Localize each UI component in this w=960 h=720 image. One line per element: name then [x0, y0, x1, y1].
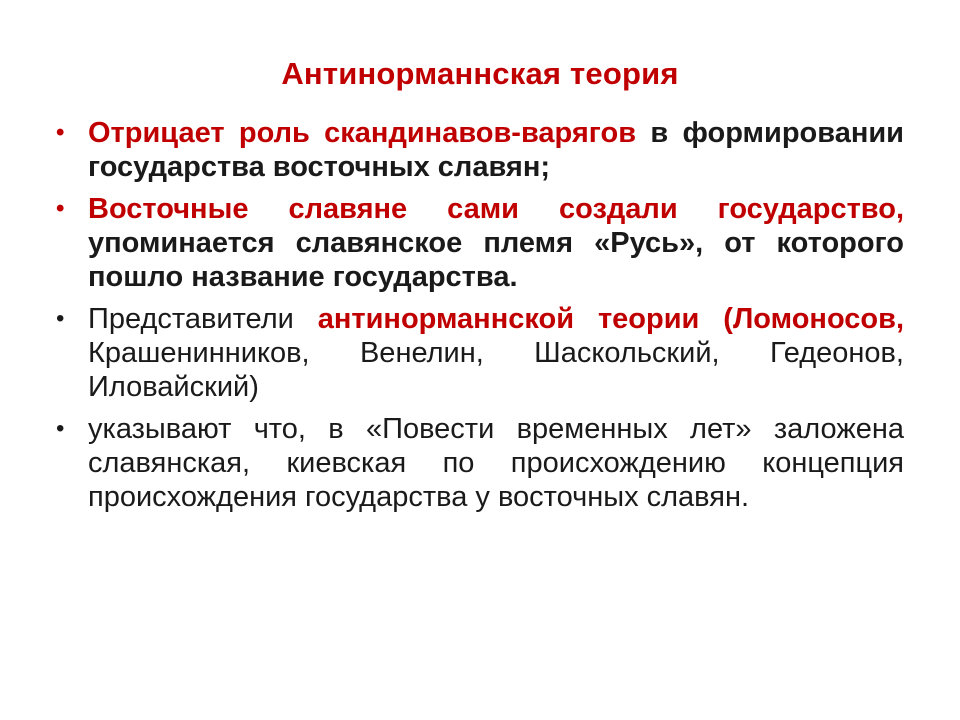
bullet-marker: • [56, 195, 65, 222]
bullet-item-1 [56, 116, 904, 184]
bullet-2-text: упоминается славянское племя «Русь», от которого пошло название государства. [88, 227, 904, 293]
bullet-3-suffix: Крашенинников, Венелин, Шаскольский, Гедеонов, Иловайский) [88, 337, 904, 403]
bullet-marker: • [56, 119, 65, 146]
bullet-item-3 [56, 302, 904, 404]
bullet-item-2 [56, 192, 904, 294]
bullet-list [56, 116, 904, 522]
bullet-4-text: указывают что, в «Повести временных лет» заложена славянская, киевская по происхождению концепция происхождения государства у восточных славян. [88, 413, 904, 513]
slide-title: Антинорманнская теория [281, 56, 679, 91]
bullet-2-red-text: Восточные славяне сами создали государство, [88, 193, 904, 225]
bullet-item-4 [56, 412, 904, 514]
bullet-1-text: в формировании государства восточных славян; [88, 117, 905, 183]
bullet-1-red-text: Отрицает роль скандинавов-варягов [88, 117, 637, 149]
bullet-3-prefix: Представители [88, 303, 318, 335]
bullet-marker: • [56, 305, 65, 332]
bullet-marker: • [56, 415, 65, 442]
bullet-3-red-text: антинорманнской теории (Ломоносов, [317, 303, 904, 335]
